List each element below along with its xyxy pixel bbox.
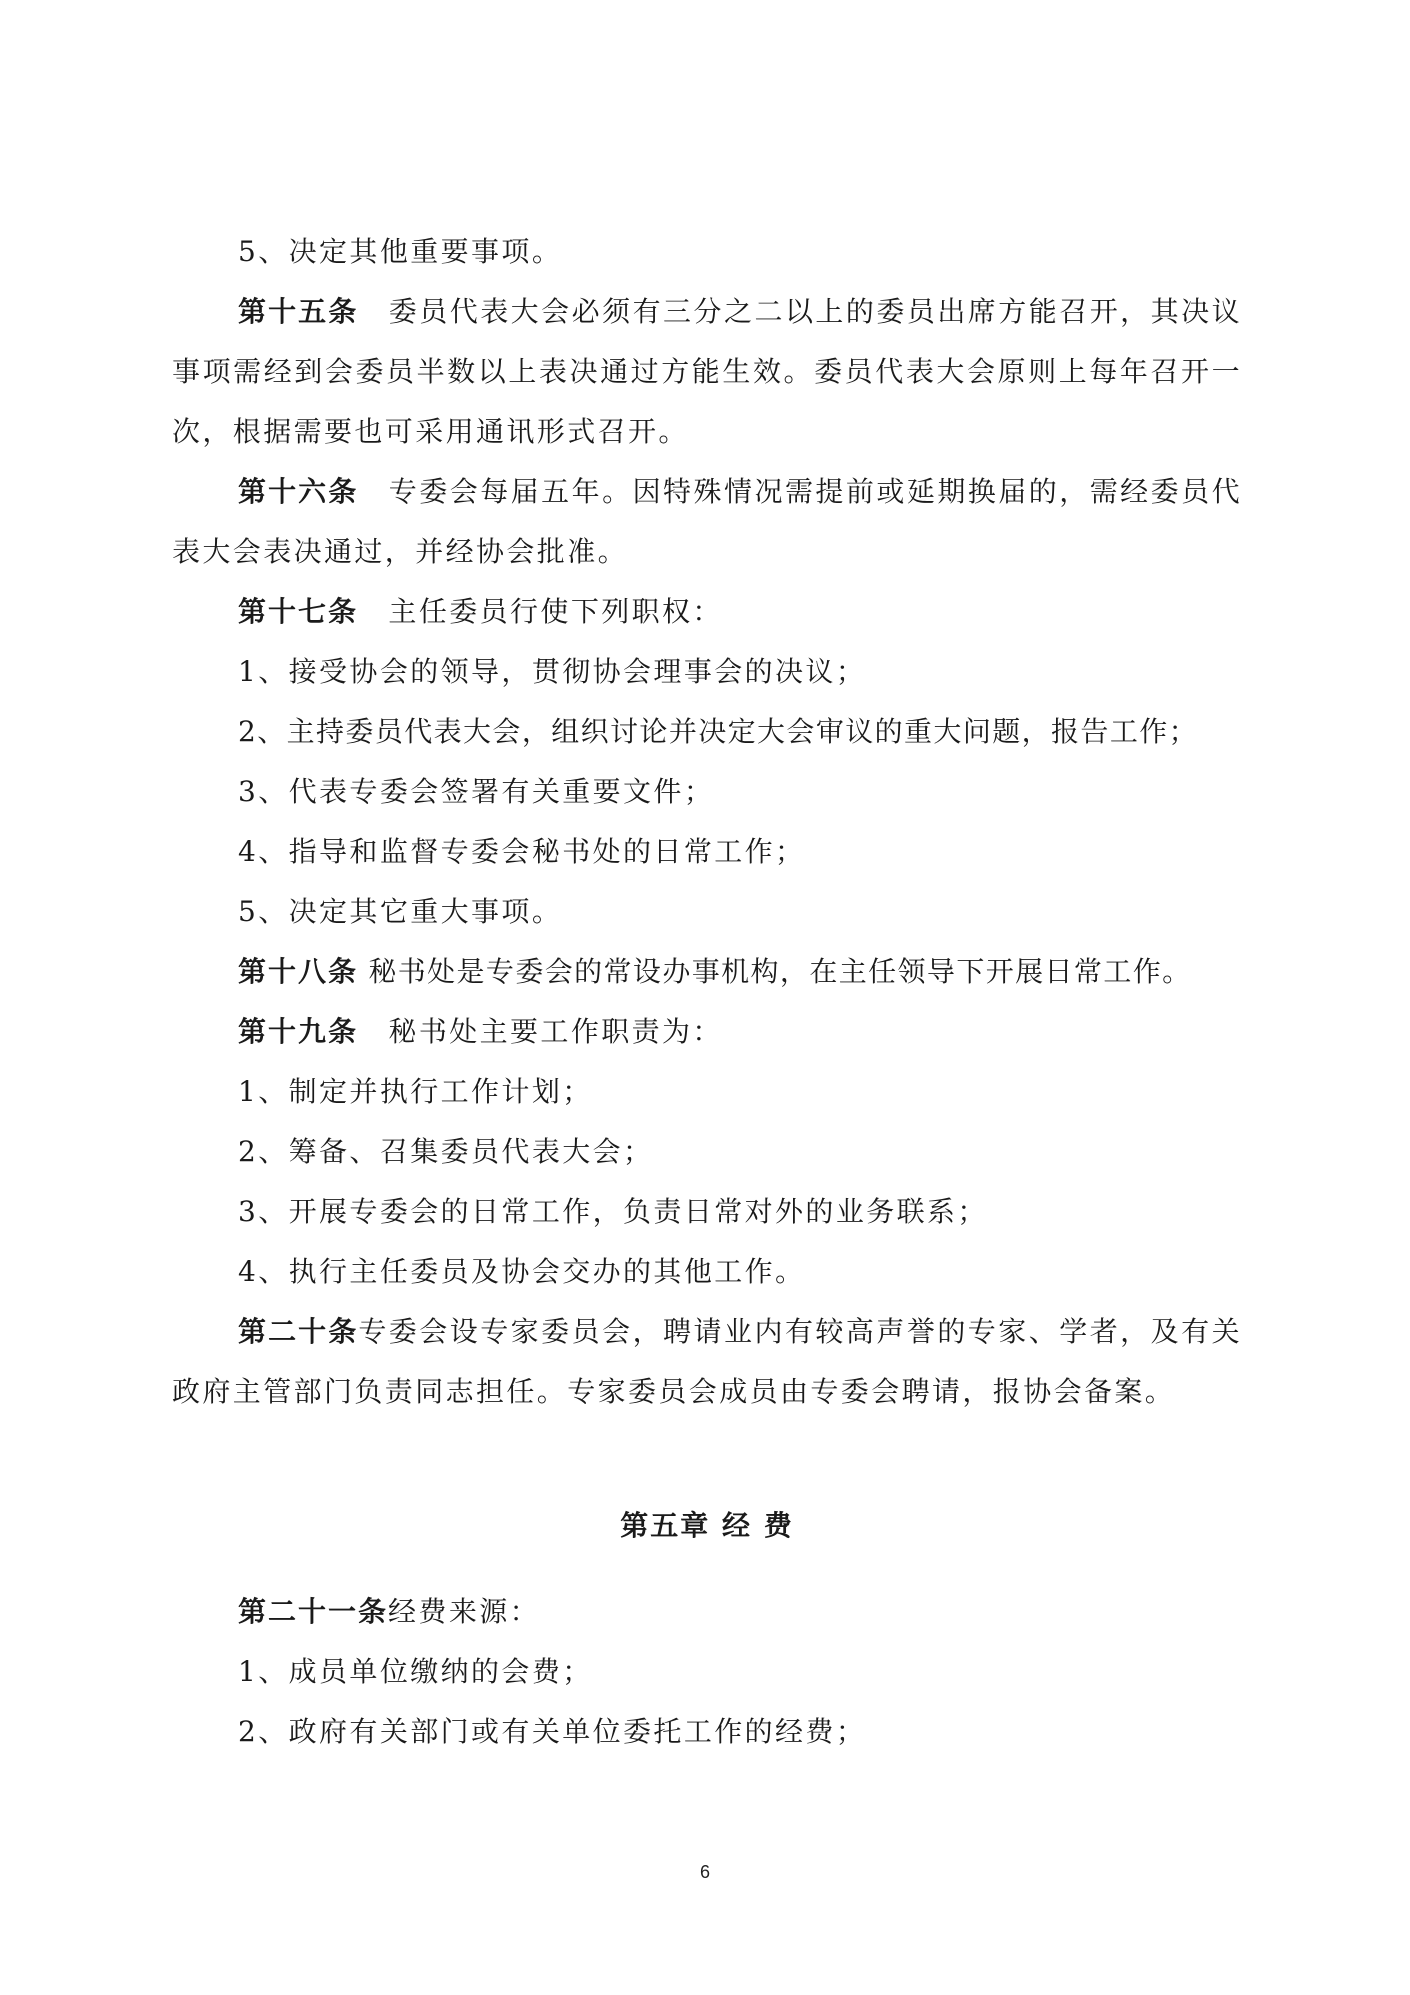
article-18 bbox=[172, 942, 1242, 1002]
paragraph-text: 1、接受协会的领导，贯彻协会理事会的决议； bbox=[238, 655, 867, 688]
paragraph-text: 1、制定并执行工作计划； bbox=[238, 1075, 593, 1108]
paragraph-text: 4、执行主任委员及协会交办的其他工作。 bbox=[238, 1255, 806, 1288]
list-item bbox=[172, 762, 1242, 822]
article-label: 第十五条 bbox=[238, 295, 359, 328]
paragraph-text: 2、政府有关部门或有关单位委托工作的经费； bbox=[238, 1715, 867, 1748]
article-20 bbox=[172, 1302, 1242, 1422]
document-body bbox=[172, 222, 1242, 1762]
paragraph-text: 2、主持委员代表大会，组织讨论并决定大会审议的重大问题，报告工作； bbox=[238, 715, 1199, 748]
paragraph-text: 委员代表大会必须有三分之二以上的委员出席方能召开，其决议事项需经到会委员半数以上表决通过方能生效。委员代表大会原则上每年召开一次，根据需要也可采用通讯形式召开。 bbox=[172, 295, 1242, 448]
list-item bbox=[172, 882, 1242, 942]
article-label: 第二十条 bbox=[238, 1315, 359, 1348]
article-label: 第十六条 bbox=[238, 475, 359, 508]
article-19 bbox=[172, 1002, 1242, 1062]
article-label: 第二十一条 bbox=[238, 1595, 389, 1628]
list-item bbox=[172, 1122, 1242, 1182]
paragraph-text: 1、成员单位缴纳的会费； bbox=[238, 1655, 593, 1688]
paragraph-text: 2、筹备、召集委员代表大会； bbox=[238, 1135, 654, 1168]
list-item bbox=[172, 1182, 1242, 1242]
section-spacer bbox=[172, 1422, 1242, 1482]
paragraph-text: 秘书处是专委会的常设办事机构，在主任领导下开展日常工作。 bbox=[358, 955, 1192, 988]
paragraph-item-5 bbox=[172, 222, 1242, 282]
paragraph-text: 3、开展专委会的日常工作，负责日常对外的业务联系； bbox=[238, 1195, 988, 1228]
paragraph-text: 秘书处主要工作职责为： bbox=[358, 1015, 723, 1048]
paragraph-text: 3、代表专委会签署有关重要文件； bbox=[238, 775, 715, 808]
article-label: 第十九条 bbox=[238, 1015, 359, 1048]
paragraph-text: 5、决定其它重大事项。 bbox=[238, 895, 563, 928]
paragraph-text: 4、指导和监督专委会秘书处的日常工作； bbox=[238, 835, 806, 868]
list-item bbox=[172, 822, 1242, 882]
paragraph-text: 主任委员行使下列职权： bbox=[358, 595, 723, 628]
list-item bbox=[172, 1702, 1242, 1762]
chapter-title: 第五章 经 费 bbox=[620, 1509, 794, 1542]
list-item bbox=[172, 1062, 1242, 1122]
paragraph-text: 5、决定其他重要事项。 bbox=[238, 235, 563, 268]
article-label: 第十七条 bbox=[238, 595, 359, 628]
article-label: 第十八条 bbox=[238, 955, 359, 988]
page-number: 6 bbox=[699, 1862, 710, 1882]
paragraph-text: 专委会每届五年。因特殊情况需提前或延期换届的，需经委员代表大会表决通过，并经协会批准。 bbox=[172, 475, 1242, 568]
paragraph-text: 专委会设专家委员会，聘请业内有较高声誉的专家、学者，及有关政府主管部门负责同志担任。专家委员会成员由专委会聘请，报协会备案。 bbox=[172, 1315, 1242, 1408]
article-16 bbox=[172, 462, 1242, 582]
list-item bbox=[172, 1242, 1242, 1302]
list-item bbox=[172, 702, 1242, 762]
list-item bbox=[172, 1642, 1242, 1702]
paragraph-text: 经费来源： bbox=[388, 1595, 541, 1628]
article-17 bbox=[172, 582, 1242, 642]
article-15 bbox=[172, 282, 1242, 462]
list-item bbox=[172, 642, 1242, 702]
article-21 bbox=[172, 1582, 1242, 1642]
